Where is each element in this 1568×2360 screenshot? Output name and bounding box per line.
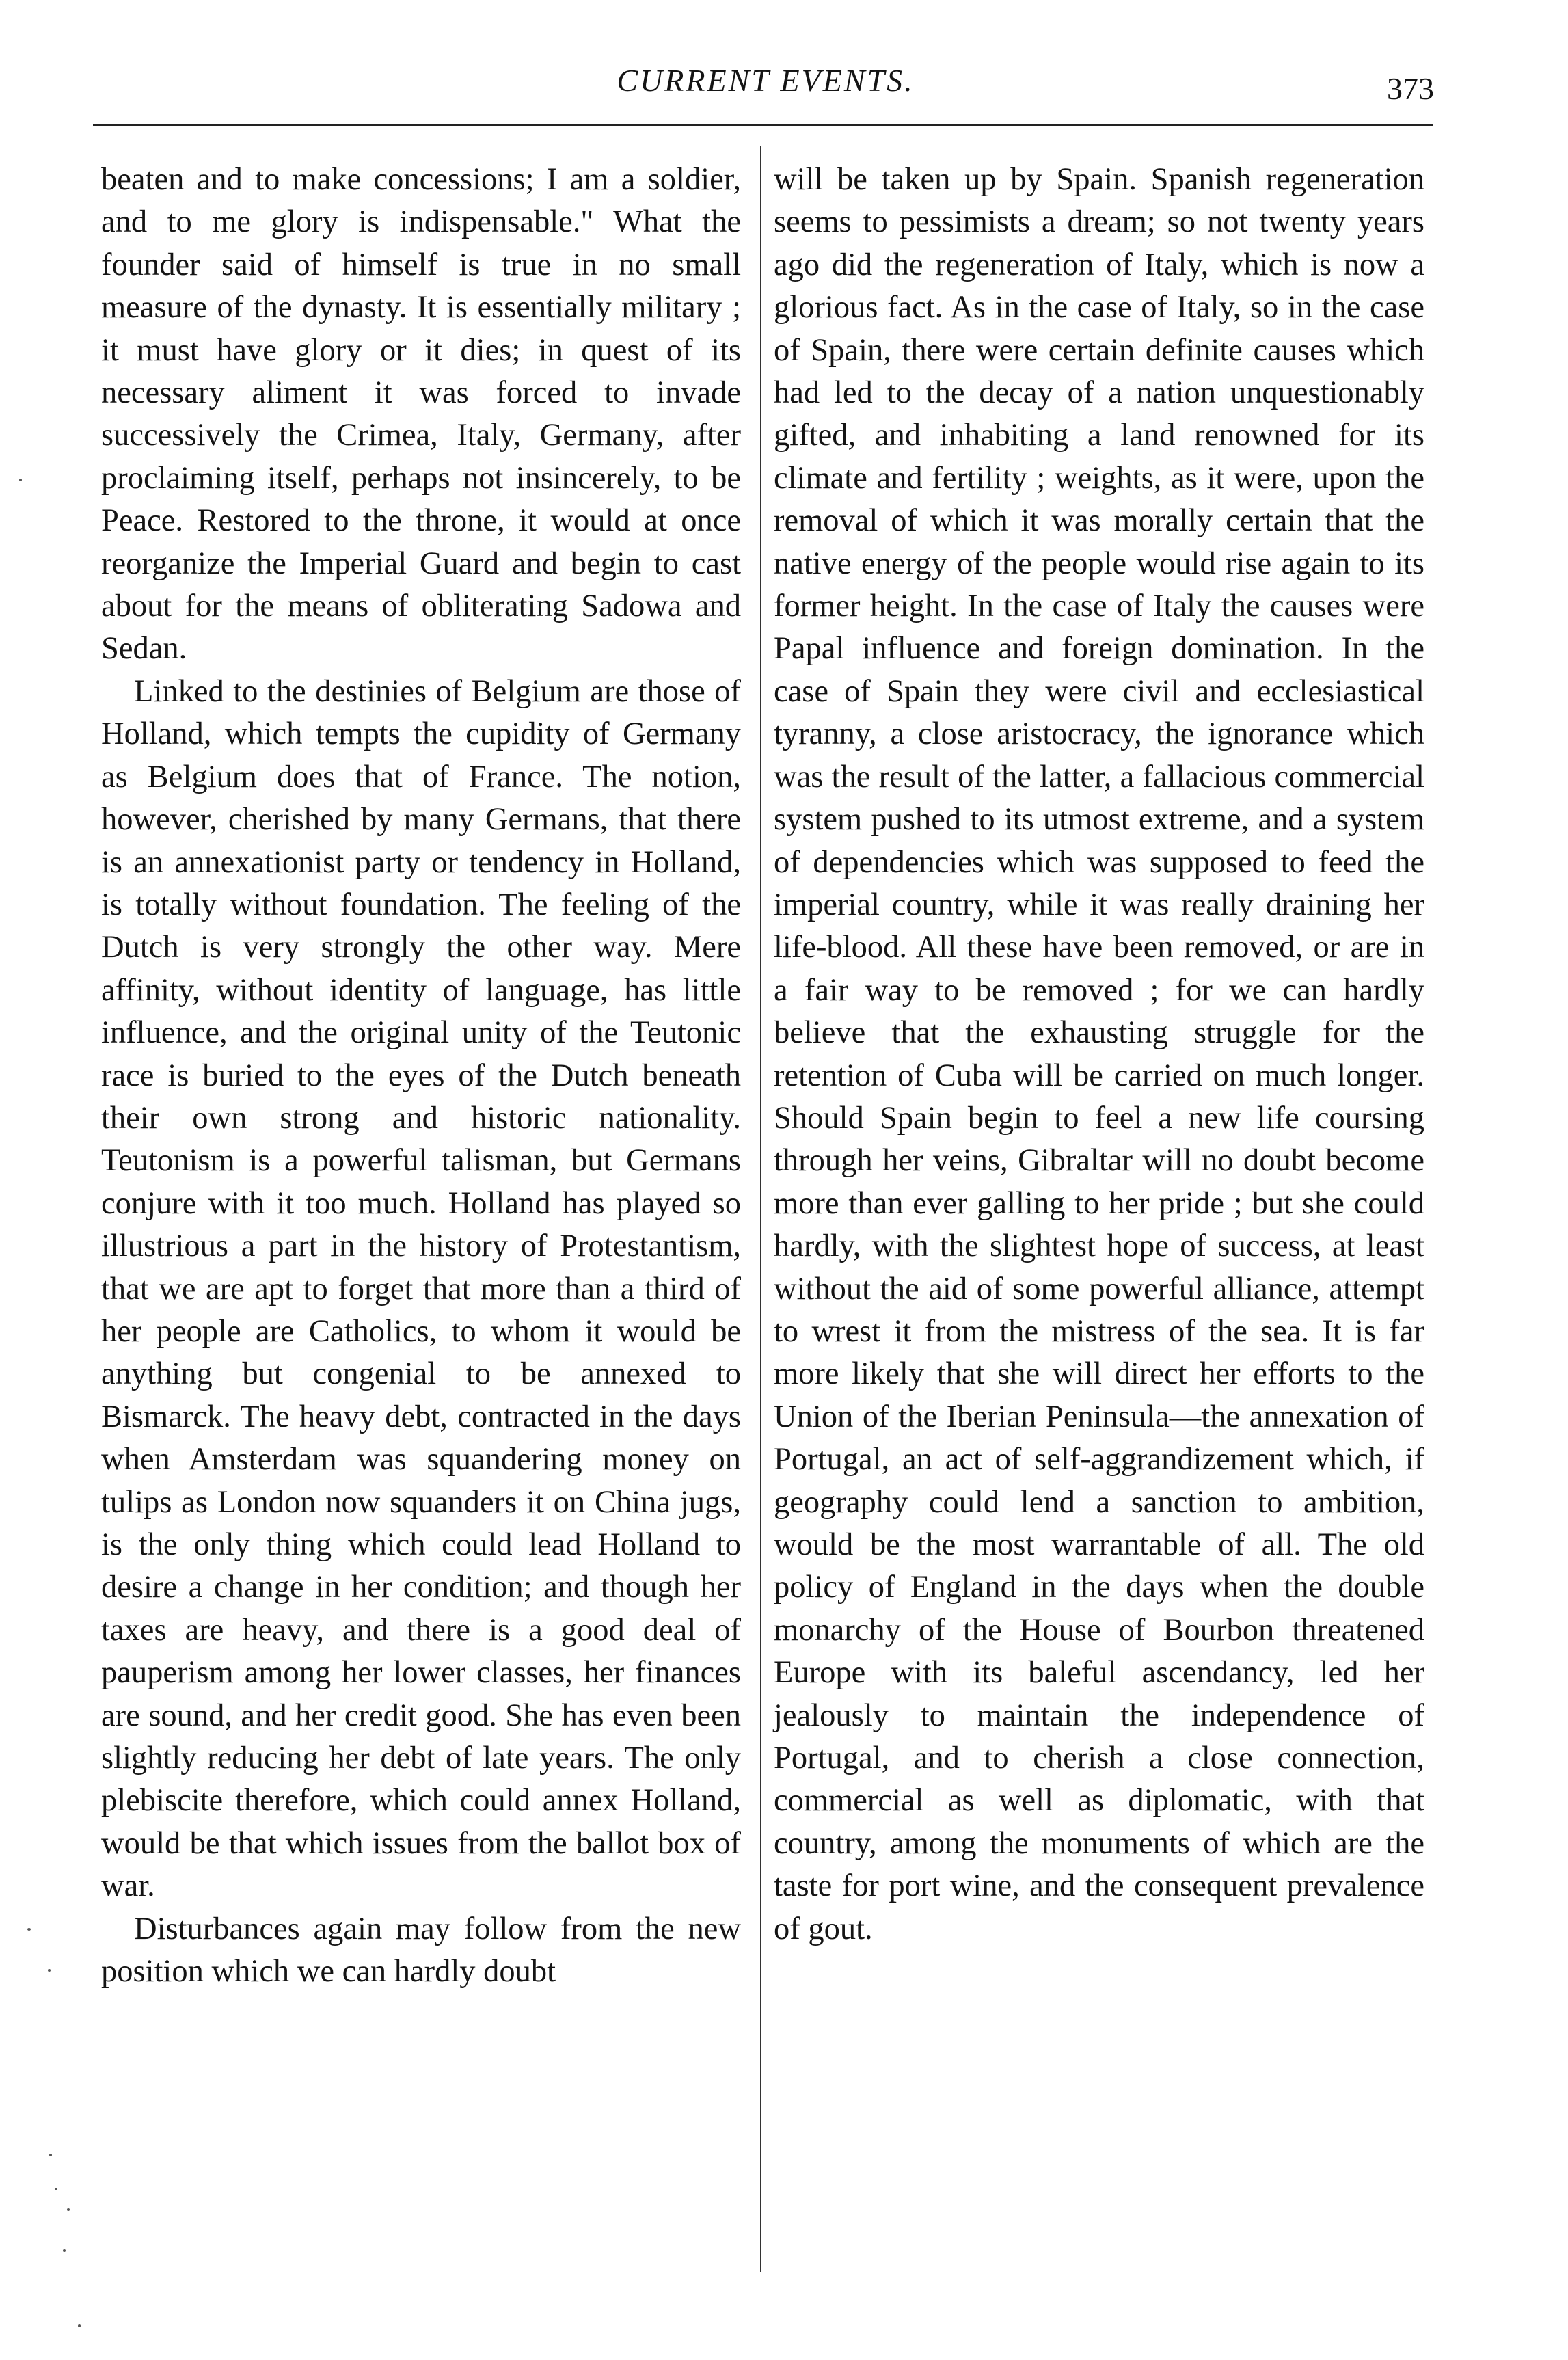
margin-speck xyxy=(48,1969,51,1972)
column-divider-rule xyxy=(760,146,761,2272)
margin-speck xyxy=(27,1928,31,1931)
right-paragraph-1: will be taken up by Spain. Spanish regeneration seems to pessimists a dream; so not twenty years ago did the regeneration of Italy, which is now a glorious fact. As in the case of Italy, so in the case of Spain, there were certain definite causes which had led to the decay of a nation unquestionably gifted, and inhabiting a land renowned for its climate and fertility ; weights, as it were, upon the removal of which it was morally certain that the native energy of the people would rise again to its former height. In the case of Italy the causes were Papal influence and foreign domination. In the case of Spain they were civil and ecclesiastical tyranny, a close aristocracy, the ignorance which was the result of the latter, a fallacious commercial system pushed to its utmost extreme, and a system of dependencies which was supposed to feed the imperial country, while it was really draining her life-blood. All these have been removed, or are in a fair way to be removed ; for we can hardly believe that the exhausting struggle for the retention of Cuba will be carried on much longer. Should Spain begin to feel a new life coursing through her veins, Gibraltar will no doubt become more than ever galling to her pride ; but she could hardly, with the slightest hope of success, at least without the aid of some powerful alliance, attempt to wrest it from the mistress of the sea. It is far more likely that she will direct her efforts to the Union of the Iberian Peninsula—the annexation of Portugal, an act of self-aggrandizement which, if geography could lend a sanction to ambition, would be the most warrantable of all. The old policy of England in the days when the double monarchy of the House of Bourbon threatened Europe with its baleful ascendancy, led her jealously to maintain the independence of Portugal, and to cherish a close connection, commercial as well as diplomatic, with that country, among the monuments of which are the taste for port wine, and the consequent prevalence of gout. xyxy=(774,162,1424,1946)
margin-speck xyxy=(55,2188,57,2190)
left-paragraph-2: Linked to the destinies of Belgium are those of Holland, which tempts the cupidity of Germany as Belgium does that of France. The notion, however, cherished by many Germans, that there is an annexationist party or tendency in Holland, is totally without foundation. The feeling of the Dutch is very strongly the other way. Mere affinity, without identity of language, has little influence, and the original unity of the Teutonic race is buried to the eyes of the Dutch beneath their own strong and historic nationality. Teutonism is a powerful talisman, but Germans conjure with it too much. Holland has played so illustrious a part in the history of Protestantism, that we are apt to forget that more than a third of her people are Catholics, to whom it would be anything but congenial to be annexed to Bismarck. The heavy debt, contracted in the days when Amsterdam was squandering money on tulips as London now squanders it on China jugs, is the only thing which could lead Holland to desire a change in her condition; and though her taxes are heavy, and there is a good deal of pauperism among her lower classes, her finances are sound, and her credit good. She has even been slightly reducing her debt of late years. The only plebiscite therefore, which could annex Holland, would be that which issues from the ballot box of war. xyxy=(101,673,741,1904)
header-rule xyxy=(93,124,1433,126)
page-number: 373 xyxy=(1387,71,1434,106)
margin-speck xyxy=(78,2324,81,2327)
left-paragraph-3: Disturbances again may follow from the new position which we can hardly doubt xyxy=(101,1911,741,1989)
margin-speck xyxy=(19,479,22,481)
left-paragraph-1: beaten and to make concessions; I am a soldier, and to me glory is indispensable." What the founder said of himself is true in no small measure of the dynasty. It is essentially military ; it must have glory or it dies; in quest of its necessary aliment it was forced to invade successively the Crimea, Italy, Germany, after proclaiming itself, perhaps not insincerely, to be Peace. Restored to the throne, it would at once reorganize the Imperial Guard and begin to cast about for the means of obliterating Sadowa and Sedan. xyxy=(101,162,741,667)
left-column xyxy=(101,159,741,1993)
margin-speck xyxy=(67,2208,70,2211)
margin-specks xyxy=(0,0,82,2360)
margin-speck xyxy=(63,2249,66,2252)
right-column xyxy=(774,159,1424,1950)
running-head xyxy=(0,60,1568,115)
margin-speck xyxy=(49,2154,52,2156)
running-title: CURRENT EVENTS. xyxy=(617,63,915,98)
